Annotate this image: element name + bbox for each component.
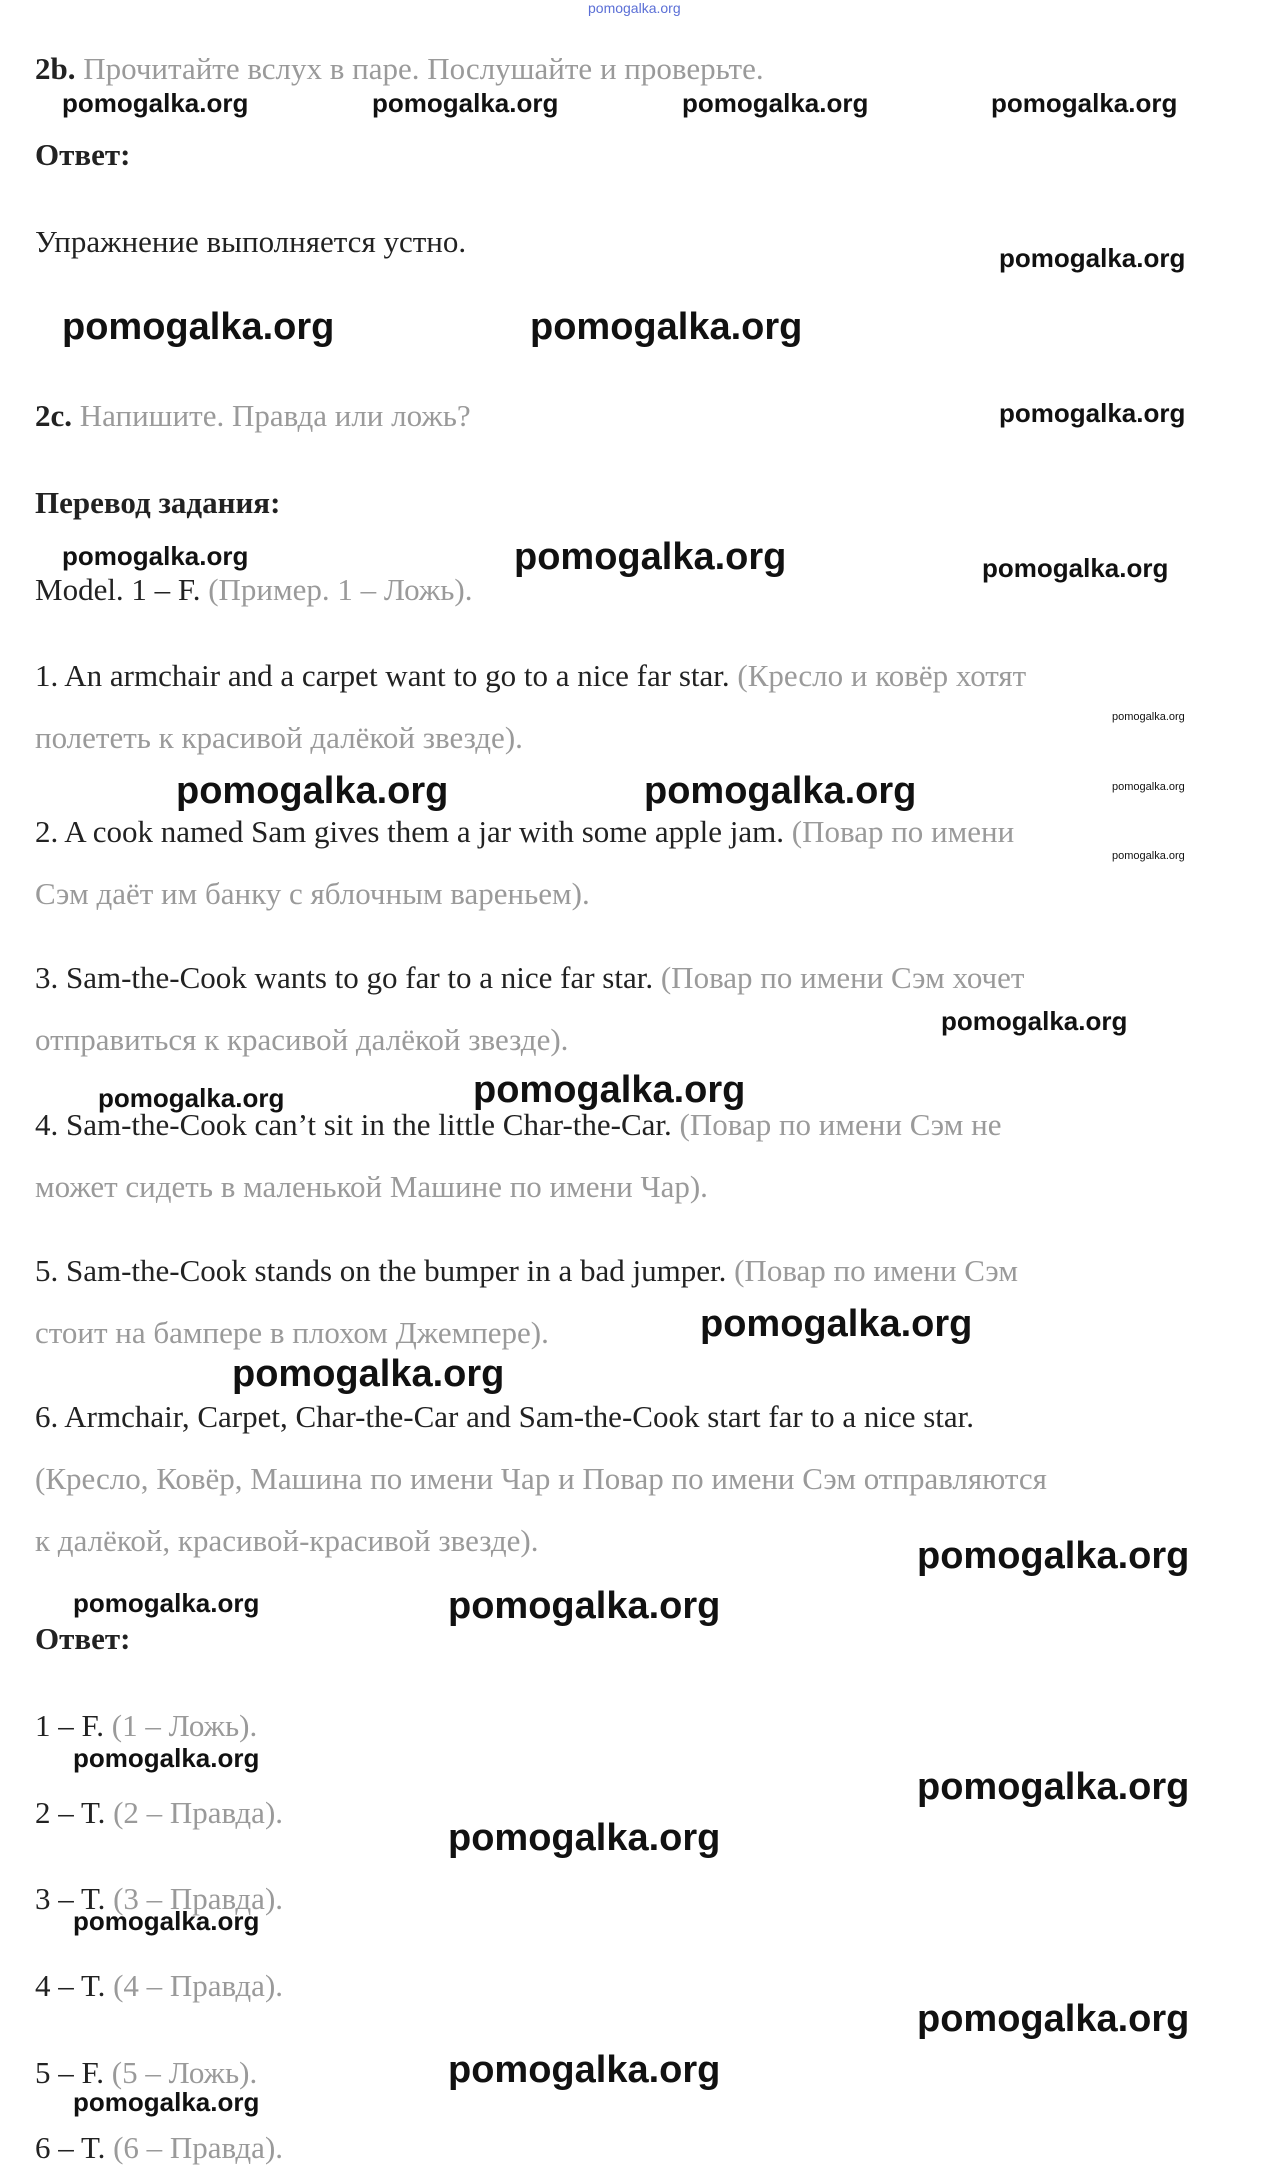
answer-en: 1 – F. xyxy=(35,1708,105,1743)
statement-ru-start: (Повар по имени xyxy=(791,814,1015,849)
answer-en: 2 – T. xyxy=(35,1795,106,1830)
watermark: pomogalka.org xyxy=(514,536,787,578)
watermark: pomogalka.org xyxy=(1112,781,1185,793)
exercise-2c-instruction: Напишите. Правда или ложь? xyxy=(79,398,471,433)
model-ru: (Пример. 1 – Ложь). xyxy=(208,572,473,607)
statement-en: 5. Sam-the-Cook stands on the bumper in a bad jumper. xyxy=(35,1253,727,1288)
watermark: pomogalka.org xyxy=(999,398,1186,428)
exercise-2c-number: 2c. xyxy=(35,398,73,433)
watermark: pomogalka.org xyxy=(991,88,1178,118)
watermark: pomogalka.org xyxy=(473,1069,746,1111)
watermark: pomogalka.org xyxy=(232,1353,505,1395)
watermark: pomogalka.org xyxy=(917,1535,1190,1577)
watermark: pomogalka.org xyxy=(982,553,1169,583)
translation-label: Перевод задания: xyxy=(35,485,281,520)
exercise-2b-number: 2b. xyxy=(35,51,76,86)
watermark: pomogalka.org xyxy=(682,88,869,118)
model-en: Model. 1 – F. xyxy=(35,572,201,607)
watermark: pomogalka.org xyxy=(700,1303,973,1345)
watermark: pomogalka.org xyxy=(73,1588,260,1618)
statement-ru-start: (Кресло и ковёр хотят xyxy=(737,658,1027,693)
watermark: pomogalka.org xyxy=(62,88,249,118)
watermark: pomogalka.org xyxy=(176,770,449,812)
statement-ru-start: (Повар по имени Сэм не xyxy=(679,1107,1002,1142)
watermark: pomogalka.org xyxy=(530,306,803,348)
watermark: pomogalka.org xyxy=(941,1006,1128,1036)
answer-ru: (3 – Правда). xyxy=(113,1881,284,1916)
statement-1 xyxy=(35,645,1215,769)
watermark: pomogalka.org xyxy=(448,1585,721,1627)
watermark: pomogalka.org xyxy=(372,88,559,118)
answer-en: 3 – T. xyxy=(35,1881,106,1916)
statement-ru-start: (Повар по имени Сэм хочет xyxy=(660,960,1025,995)
statement-ru-start: (Повар по имени Сэм xyxy=(734,1253,1018,1288)
watermark: pomogalka.org xyxy=(644,770,917,812)
statement-ru-start: (Кресло, Ковёр, Машина по имени Чар и Повар по имени Сэм отправляются xyxy=(35,1461,1047,1496)
watermark: pomogalka.org xyxy=(448,2049,721,2091)
answer-en: 6 – T. xyxy=(35,2130,106,2165)
watermark: pomogalka.org xyxy=(62,541,249,571)
watermark: pomogalka.org xyxy=(1112,850,1185,862)
answer-text-2b: Упражнение выполняется устно. xyxy=(35,224,467,259)
statement-ru-end: Сэм даёт им банку с яблочным вареньем). xyxy=(35,876,590,911)
watermark: pomogalka.org xyxy=(73,2087,260,2117)
statement-ru-end: может сидеть в маленькой Машине по имени Чар). xyxy=(35,1169,708,1204)
watermark: pomogalka.org xyxy=(1112,711,1185,723)
statement-2 xyxy=(35,801,1215,925)
answer-ru: (5 – Ложь). xyxy=(111,2055,258,2090)
statement-ru-end: полететь к красивой далёкой звезде). xyxy=(35,720,523,755)
answer-ru: (4 – Правда). xyxy=(113,1968,284,2003)
top-watermark: pomogalka.org xyxy=(588,0,681,16)
watermark: pomogalka.org xyxy=(73,1743,260,1773)
statement-en: 2. A cook named Sam gives them a jar with some apple jam. xyxy=(35,814,785,849)
watermark: pomogalka.org xyxy=(917,1998,1190,2040)
statement-en: 4. Sam-the-Cook can’t sit in the little Char-the-Car. xyxy=(35,1107,672,1142)
answer-ru: (1 – Ложь). xyxy=(111,1708,258,1743)
statement-ru-end: отправиться к красивой далёкой звезде). xyxy=(35,1022,569,1057)
answer-label-2c: Ответ: xyxy=(35,1621,131,1656)
watermark: pomogalka.org xyxy=(448,1817,721,1859)
statement-ru-end: к далёкой, красивой-красивой звезде). xyxy=(35,1523,539,1558)
statement-en: 1. An armchair and a carpet want to go to a nice far star. xyxy=(35,658,730,693)
watermark: pomogalka.org xyxy=(73,1906,260,1936)
statement-5 xyxy=(35,1240,1215,1364)
answer-row xyxy=(35,2128,1215,2168)
watermark: pomogalka.org xyxy=(98,1083,285,1113)
answer-ru: (2 – Правда). xyxy=(113,1795,284,1830)
watermark: pomogalka.org xyxy=(62,306,335,348)
watermark: pomogalka.org xyxy=(917,1766,1190,1808)
answer-en: 5 – F. xyxy=(35,2055,105,2090)
statement-en: 3. Sam-the-Cook wants to go far to a nice far star. xyxy=(35,960,654,995)
answer-en: 4 – T. xyxy=(35,1968,106,2003)
answer-label-2b: Ответ: xyxy=(35,137,131,172)
answer-ru: (6 – Правда). xyxy=(113,2130,284,2165)
exercise-2b-instruction: Прочитайте вслух в паре. Послушайте и проверьте. xyxy=(83,51,764,86)
statement-en: 6. Armchair, Carpet, Char-the-Car and Sam-the-Cook start far to a nice star. xyxy=(35,1399,975,1434)
statement-ru-end: стоит на бампере в плохом Джемпере). xyxy=(35,1315,549,1350)
watermark: pomogalka.org xyxy=(999,243,1186,273)
